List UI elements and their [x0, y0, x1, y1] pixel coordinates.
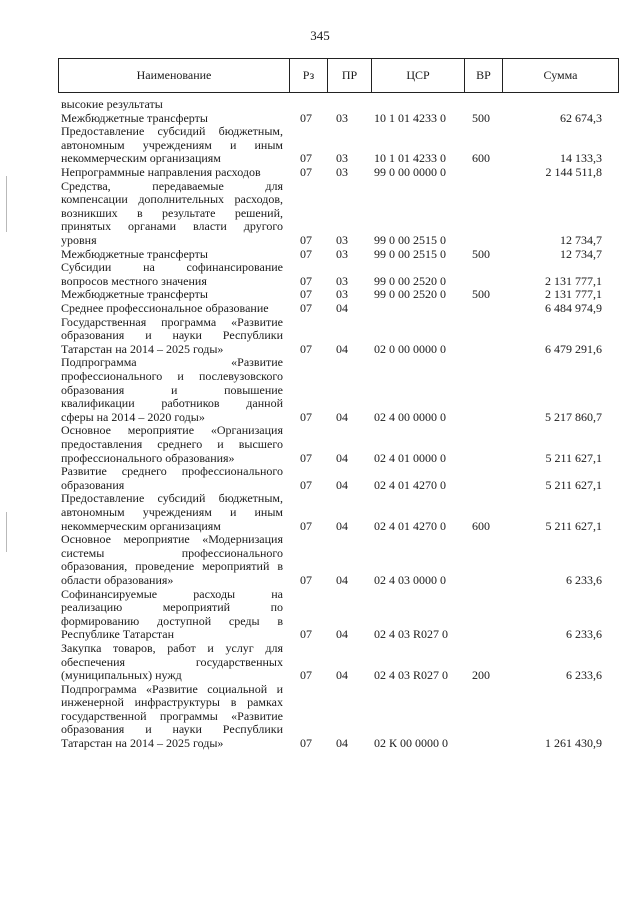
row-csr: 10 1 01 4233 0 — [374, 151, 446, 166]
row-rz: 07 — [300, 736, 312, 751]
row-csr: 99 0 00 2520 0 — [374, 273, 446, 288]
row-sum: 5 217 860,7 — [545, 409, 602, 424]
table-row — [0, 642, 640, 683]
column-header-rz: Рз — [290, 59, 328, 92]
row-csr: 02 К 00 0000 0 — [374, 736, 449, 751]
row-name-line: возникших в результате решений, — [61, 206, 283, 220]
row-name — [61, 356, 283, 424]
row-name-line: Татарстан на 2014 – 2025 годы» — [61, 342, 224, 356]
row-pr: 04 — [336, 668, 348, 683]
row-sum: 14 133,3 — [560, 151, 602, 166]
row-vr: 600 — [472, 151, 490, 166]
row-csr: 02 4 01 4270 0 — [374, 477, 446, 492]
row-pr: 04 — [336, 518, 348, 533]
row-sum: 2 144 511,8 — [545, 164, 602, 179]
row-name-line: автономным учреждениям и иным — [61, 505, 283, 519]
page-number: 345 — [310, 28, 330, 43]
row-csr: 99 0 00 0000 0 — [374, 164, 446, 179]
row-name-line: государственной программы «Развитие — [61, 709, 283, 723]
column-header-csr: ЦСР — [372, 59, 465, 92]
row-rz: 07 — [300, 287, 312, 302]
row-name-line: Софинансируемые расходы на — [61, 587, 283, 601]
row-pr: 04 — [336, 450, 348, 465]
row-rz: 07 — [300, 518, 312, 533]
row-rz: 07 — [300, 341, 312, 356]
row-rz: 07 — [300, 164, 312, 179]
row-csr: 02 4 01 4270 0 — [374, 518, 446, 533]
row-pr: 04 — [336, 627, 348, 642]
row-name-line: уровня — [61, 233, 97, 247]
row-rz: 07 — [300, 300, 312, 315]
table-row — [0, 248, 640, 262]
table-row — [0, 588, 640, 642]
row-vr: 500 — [472, 287, 490, 302]
row-name-line: Государственная программа «Развитие — [61, 315, 283, 329]
row-csr: 99 0 00 2515 0 — [374, 232, 446, 247]
row-rz: 07 — [300, 151, 312, 166]
table-row — [0, 533, 640, 587]
row-sum: 6 479 291,6 — [545, 341, 602, 356]
row-name-line: высокие результаты — [61, 98, 163, 111]
row-name — [61, 316, 283, 357]
row-csr: 02 4 03 0000 0 — [374, 572, 446, 587]
row-name — [61, 98, 283, 112]
row-name-line: Межбюджетные трансферты — [61, 247, 208, 261]
row-name-line: принятых органами власти другого — [61, 220, 283, 234]
row-name-line: образования, проведение мероприятий в — [61, 560, 283, 574]
row-csr: 02 4 00 0000 0 — [374, 409, 446, 424]
row-name-line: компенсации дополнительных расходов, — [61, 193, 283, 207]
row-rz: 07 — [300, 572, 312, 587]
row-sum: 12 734,7 — [560, 246, 602, 261]
row-sum: 62 674,3 — [560, 110, 602, 125]
row-name-line: образования — [61, 478, 125, 492]
row-rz: 07 — [300, 477, 312, 492]
row-name-line: Межбюджетные трансферты — [61, 111, 208, 125]
row-rz: 07 — [300, 450, 312, 465]
row-rz: 07 — [300, 246, 312, 261]
row-name-line: вопросов местного значения — [61, 274, 207, 288]
row-vr: 500 — [472, 246, 490, 261]
row-name-line: квалификации работников данной — [61, 397, 283, 411]
row-sum: 6 233,6 — [566, 668, 602, 683]
row-name — [61, 248, 283, 262]
table-header — [58, 58, 619, 93]
row-name-line: обеспечения государственных — [61, 655, 283, 669]
row-name-line: Республике Татарстан — [61, 628, 175, 642]
row-name — [61, 166, 283, 180]
column-header-name: Наименование — [59, 59, 290, 92]
row-name-line: Основное мероприятие «Организация — [61, 424, 283, 438]
table-row — [0, 125, 640, 166]
row-pr: 03 — [336, 273, 348, 288]
row-name — [61, 302, 283, 316]
row-name-line: Подпрограмма «Развитие — [61, 356, 283, 370]
row-name-line: Закупка товаров, работ и услуг для — [61, 641, 283, 655]
row-sum: 6 233,6 — [566, 572, 602, 587]
row-pr: 04 — [336, 572, 348, 587]
row-rz: 07 — [300, 110, 312, 125]
table-row — [0, 180, 640, 248]
row-name-line: Развитие среднего профессионального — [61, 465, 283, 479]
row-name-line: автономным учреждениям и иным — [61, 138, 283, 152]
row-name-line: образования и повышение — [61, 383, 283, 397]
margin-binding-mark — [6, 512, 7, 552]
row-sum: 5 211 627,1 — [545, 477, 602, 492]
row-name-line: профессионального и послевузовского — [61, 369, 283, 383]
row-name — [61, 180, 283, 248]
row-name-line: (муниципальных) нужд — [61, 669, 182, 683]
row-name-line: инженерной инфраструктуры в рамках — [61, 696, 283, 710]
row-csr: 02 4 03 R027 0 — [374, 627, 449, 642]
row-pr: 04 — [336, 300, 348, 315]
row-pr: 04 — [336, 477, 348, 492]
row-name-line: Основное мероприятие «Модернизация — [61, 533, 283, 547]
row-pr: 03 — [336, 164, 348, 179]
row-name-line: системы профессионального — [61, 546, 283, 560]
row-name-line: сферы на 2014 – 2020 годы» — [61, 410, 205, 424]
row-name-line: формированию доступной среды в — [61, 614, 283, 628]
table-row — [0, 356, 640, 424]
row-name-line: образования и науки Республики — [61, 329, 283, 343]
row-name — [61, 492, 283, 533]
row-rz: 07 — [300, 273, 312, 288]
row-pr: 03 — [336, 232, 348, 247]
row-name-line: Предоставление субсидий бюджетным, — [61, 125, 283, 139]
row-vr: 600 — [472, 518, 490, 533]
row-sum: 5 211 627,1 — [545, 518, 602, 533]
row-name-line: образования и науки Республики — [61, 723, 283, 737]
row-pr: 03 — [336, 287, 348, 302]
row-rz: 07 — [300, 232, 312, 247]
row-csr: 02 0 00 0000 0 — [374, 341, 446, 356]
table-row — [0, 261, 640, 288]
row-vr: 500 — [472, 110, 490, 125]
row-sum: 6 484 974,9 — [545, 300, 602, 315]
column-header-sum: Сумма — [543, 68, 578, 82]
row-sum: 1 261 430,9 — [545, 736, 602, 751]
margin-binding-mark — [6, 176, 7, 232]
row-name-line: Среднее профессиональное образование — [61, 301, 269, 315]
table-row — [0, 465, 640, 492]
row-vr: 200 — [472, 668, 490, 683]
table-row — [0, 302, 640, 316]
row-name — [61, 533, 283, 587]
table-row — [0, 424, 640, 465]
row-csr: 99 0 00 2515 0 — [374, 246, 446, 261]
row-name-line: некоммерческим организациям — [61, 152, 221, 166]
row-name-line: области образования» — [61, 573, 174, 587]
row-sum: 6 233,6 — [566, 627, 602, 642]
table-row — [0, 288, 640, 302]
row-name-line: Подпрограмма «Развитие социальной и — [61, 682, 283, 696]
column-header-vr: ВР — [465, 59, 503, 92]
row-name-line: Непрограммные направления расходов — [61, 165, 261, 179]
row-name-line: некоммерческим организациям — [61, 519, 221, 533]
row-name — [61, 125, 283, 166]
table-row — [0, 112, 640, 126]
row-rz: 07 — [300, 627, 312, 642]
row-name-line: предоставления среднего и высшего — [61, 437, 283, 451]
table-body — [0, 98, 640, 751]
table-row — [0, 492, 640, 533]
row-name-line: Татарстан на 2014 – 2025 годы» — [61, 737, 224, 751]
row-sum: 2 131 777,1 — [545, 273, 602, 288]
row-csr: 02 4 01 0000 0 — [374, 450, 446, 465]
row-sum: 5 211 627,1 — [545, 450, 602, 465]
row-pr: 04 — [336, 736, 348, 751]
column-header-pr: ПР — [328, 59, 372, 92]
row-rz: 07 — [300, 668, 312, 683]
row-pr: 04 — [336, 341, 348, 356]
row-name — [61, 465, 283, 492]
row-name-line: реализацию мероприятий по — [61, 601, 283, 615]
row-csr: 99 0 00 2520 0 — [374, 287, 446, 302]
table-row — [0, 683, 640, 751]
row-name — [61, 642, 283, 683]
row-name-line: Субсидии на софинансирование — [61, 261, 283, 275]
row-sum: 2 131 777,1 — [545, 287, 602, 302]
row-name — [61, 424, 283, 465]
row-pr: 03 — [336, 151, 348, 166]
row-csr: 02 4 03 R027 0 — [374, 668, 449, 683]
table-row — [0, 98, 640, 112]
row-name-line: Межбюджетные трансферты — [61, 288, 208, 302]
row-pr: 04 — [336, 409, 348, 424]
table-row — [0, 316, 640, 357]
row-name-line: Предоставление субсидий бюджетным, — [61, 492, 283, 506]
row-name — [61, 112, 283, 126]
row-name — [61, 261, 283, 288]
row-name — [61, 588, 283, 642]
row-csr: 10 1 01 4233 0 — [374, 110, 446, 125]
row-name-line: Средства, передаваемые для — [61, 179, 283, 193]
table-row — [0, 166, 640, 180]
row-pr: 03 — [336, 246, 348, 261]
row-name-line: профессионального образования» — [61, 451, 235, 465]
row-name — [61, 683, 283, 751]
row-name — [61, 288, 283, 302]
row-sum: 12 734,7 — [560, 232, 602, 247]
row-pr: 03 — [336, 110, 348, 125]
row-rz: 07 — [300, 409, 312, 424]
